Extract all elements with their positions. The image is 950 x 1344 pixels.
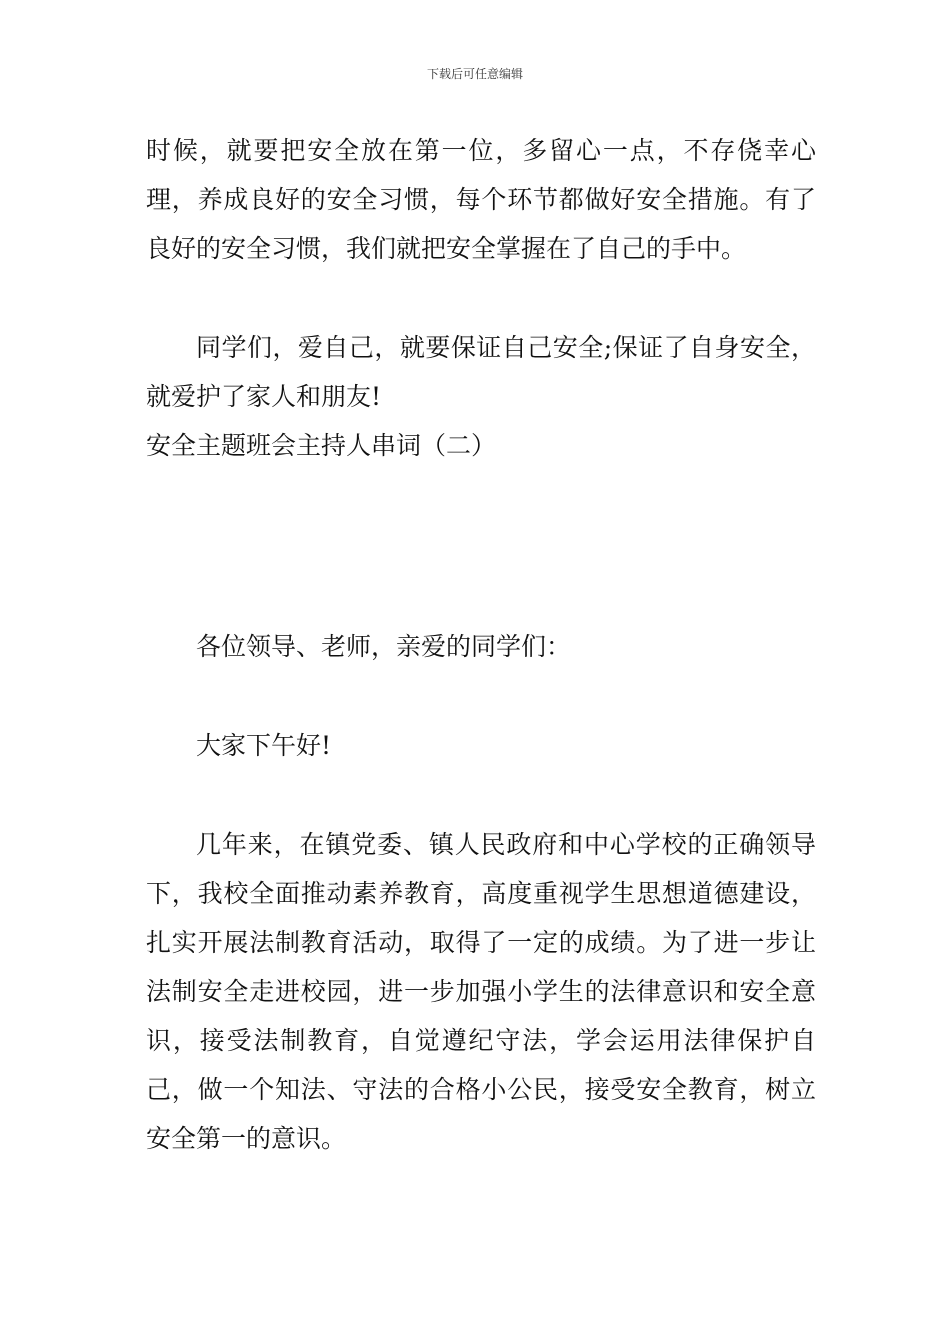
paragraph-body: 几年来，在镇党委、镇人民政府和中心学校的正确领导下，我校全面推动素养教育，高度重视学生思想道德建设，扎实开展法制教育活动，取得了一定的成绩。为了进一步让法制安全走进校园，进一步加强小学生的法律意识和安全意识，接受法制教育，自觉遵纪守法，学会运用法律保护自己，做一个知法、守法的合格小公民，接受安全教育，树立安全第一的意识。 — [146, 830, 816, 1153]
section-title: 安全主题班会主持人串词（二） — [146, 431, 497, 460]
document-body — [146, 126, 816, 1163]
paragraph-continuation: 时候，就要把安全放在第一位，多留心一点，不存侥幸心理，养成良好的安全习惯，每个环节都做好安全措施。有了良好的安全习惯，我们就把安全掌握在了自己的手中。 — [146, 136, 816, 263]
paragraph-greeting: 大家下午好! — [196, 731, 332, 760]
paragraph-closing: 同学们，爱自己，就要保证自己安全;保证了自身安全，就爱护了家人和朋友! — [146, 333, 816, 411]
page-header-note: 下载后可任意编辑 — [426, 67, 523, 81]
paragraph-salutation: 各位领导、老师，亲爱的同学们： — [196, 632, 572, 661]
